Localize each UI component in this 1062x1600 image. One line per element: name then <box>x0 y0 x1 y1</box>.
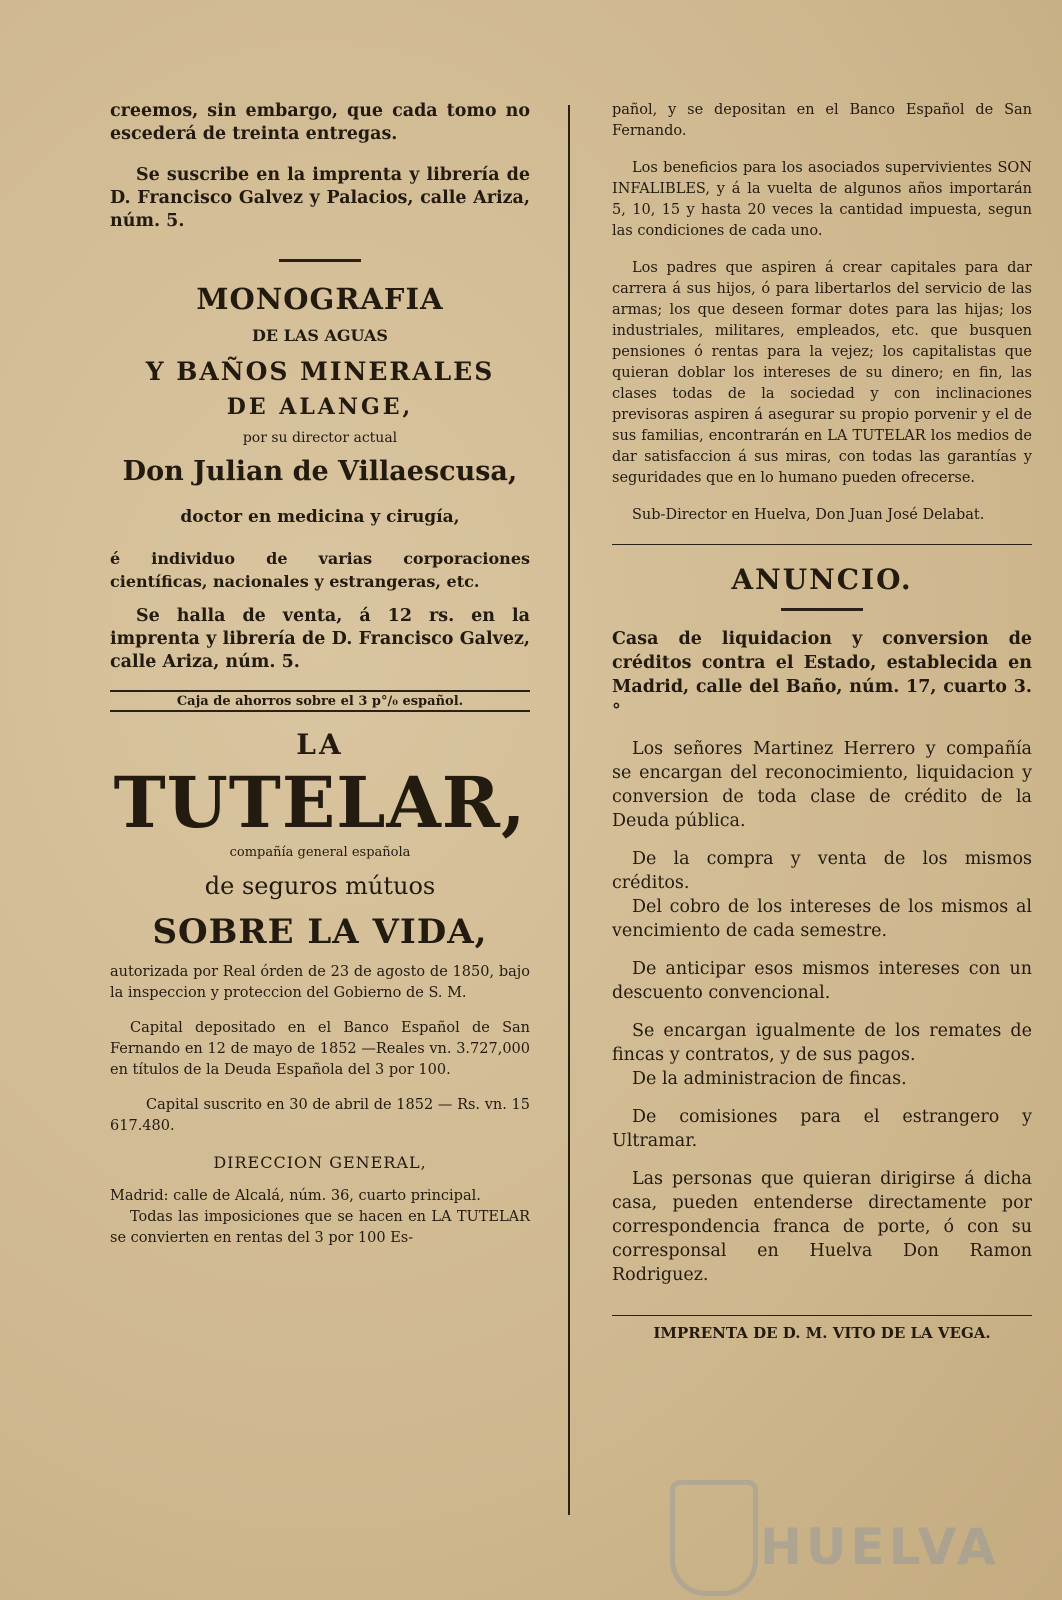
seguros-line: de seguros mútuos <box>204 872 436 900</box>
direccion-general-heading: DIRECCION GENERAL, <box>213 1153 427 1172</box>
sale-notice: Se halla de venta, á 12 rs. en la imprenta y librería de D. Francisco Galvez, calle Ariza, núm. 5. <box>110 606 530 672</box>
padres-paragraph: Los padres que aspiren á crear capitales para dar carrera á sus hijos, ó para libertarlos del servicio de las armas; los que deseen formar dotes para las hijas; los industriales, militares, empleados, etc. que busquen pensiones ó rentas para la vejez; los capitalistas que quieran doblar los intereses de su dinero; en fin, las clases todas de la sociedad y con inclinaciones previsoras aspiren á asegurar su propio porvenir y el de sus familias, encontrarán en LA TUTELAR los medios de dar satisfaccion á sus miras, con todas las garantías y seguridades que en lo humano pueden ofrecerse. <box>612 260 1032 486</box>
tutelar-heading: TUTELAR, <box>113 761 527 844</box>
sobre-la-vida-heading: SOBRE LA VIDA, <box>152 912 488 952</box>
intro-paragraph-1: creemos, sin embargo, que cada tomo no escederá de treinta entregas. <box>110 101 530 144</box>
watermark-text: HUELVA <box>760 1518 1000 1576</box>
capital-suscrito-paragraph: Capital suscrito en 30 de abril de 1852 — Rs. vn. 15 617.480. <box>110 1097 530 1134</box>
compra-paragraph: De la compra y venta de los mismos créditos. <box>612 849 1032 893</box>
caja-heading: Caja de ahorros sobre el 3 p°/₀ español. <box>176 694 464 709</box>
capital-depositado-paragraph: Capital depositado en el Banco Español de San Fernando en 12 de mayo de 1852 —Reales vn. 3.727,000 en títulos de la Deuda Española del 3 por 100. <box>110 1020 530 1078</box>
autorizada-paragraph: autorizada por Real órden de 23 de agosto de 1850, bajo la inspeccion y proteccion del Gobierno de S. M. <box>110 964 530 1001</box>
monografia-subtitle-2: Y BAÑOS MINERALES <box>145 357 495 386</box>
anticipar-paragraph: De anticipar esos mismos intereses con un descuento convencional. <box>612 959 1032 1003</box>
continuation-paragraph: pañol, y se depositan en el Banco Español de San Fernando. <box>612 102 1032 139</box>
monografia-subtitle-3: DE ALANGE, <box>226 394 414 420</box>
casa-paragraph: Casa de liquidacion y conversion de créditos contra el Estado, establecida en Madrid, calle del Baño, núm. 17, cuarto 3.° <box>612 629 1032 721</box>
cobro-paragraph: Del cobro de los intereses de los mismos al vencimiento de cada semestre. <box>612 897 1032 941</box>
monografia-subtitle-1: DE LAS AGUAS <box>252 326 388 345</box>
intro-paragraph-2: Se suscribe en la imprenta y librería de D. Francisco Galvez y Palacios, calle Ariza, núm. 5. <box>110 165 530 231</box>
imprenta-footer: IMPRENTA DE D. M. VITO DE LA VEGA. <box>653 1324 991 1342</box>
author-member: é individuo de varias corporaciones científicas, nacionales y estrangeras, etc. <box>110 549 530 591</box>
anuncio-rule-top <box>612 544 1032 545</box>
comisiones-paragraph: De comisiones para el estrangero y Ultramar. <box>612 1107 1032 1151</box>
monografia-title: MONOGRAFIA <box>196 282 444 316</box>
beneficios-paragraph: Los beneficios para los asociados supervivientes SON INFALIBLES, y á la vuelta de algunos años importarán 5, 10, 15 y hasta 20 veces la cantidad impuesta, segun las condiciones de cada uno. <box>612 160 1032 239</box>
watermark <box>660 1480 1000 1590</box>
la-heading: LA <box>296 728 344 761</box>
author-name: Don Julian de Villaescusa, <box>122 456 518 487</box>
author-title: doctor en medicina y cirugía, <box>180 507 460 527</box>
anuncio-rule <box>781 608 863 611</box>
madrid-address: Madrid: calle de Alcalá, núm. 36, cuarto principal. <box>110 1188 481 1204</box>
column-divider <box>568 105 570 1515</box>
separator-rule <box>279 259 361 262</box>
administracion-paragraph: De la administracion de fincas. <box>632 1069 907 1089</box>
anuncio-heading: ANUNCIO. <box>731 563 913 596</box>
todas-paragraph: Todas las imposiciones que se hacen en LA TUTELAR se convierten en rentas del 3 por 100 Es- <box>110 1209 530 1246</box>
senores-paragraph: Los señores Martinez Herrero y compañía se encargan del reconocimiento, liquidacion y conversion de toda clase de crédito de la Deuda pública. <box>612 739 1032 831</box>
personas-paragraph: Las personas que quieran dirigirse á dicha casa, pueden entenderse directamente por correspondencia franca de porte, ó con su corresponsal en Huelva Don Ramon Rodriguez. <box>612 1169 1032 1285</box>
compania-line: compañía general española <box>229 845 411 860</box>
right-column <box>612 100 1032 1342</box>
subdirector-paragraph: Sub-Director en Huelva, Don Juan José Delabat. <box>632 507 985 523</box>
remates-paragraph: Se encargan igualmente de los remates de fincas y contratos, y de sus pagos. <box>612 1021 1032 1065</box>
caja-rule-bottom <box>110 710 530 712</box>
monografia-by: por su director actual <box>242 430 398 446</box>
shield-emblem-icon <box>670 1480 758 1596</box>
caja-rule-top <box>110 690 530 692</box>
imprenta-rule <box>612 1315 1032 1316</box>
left-column <box>110 100 530 1249</box>
